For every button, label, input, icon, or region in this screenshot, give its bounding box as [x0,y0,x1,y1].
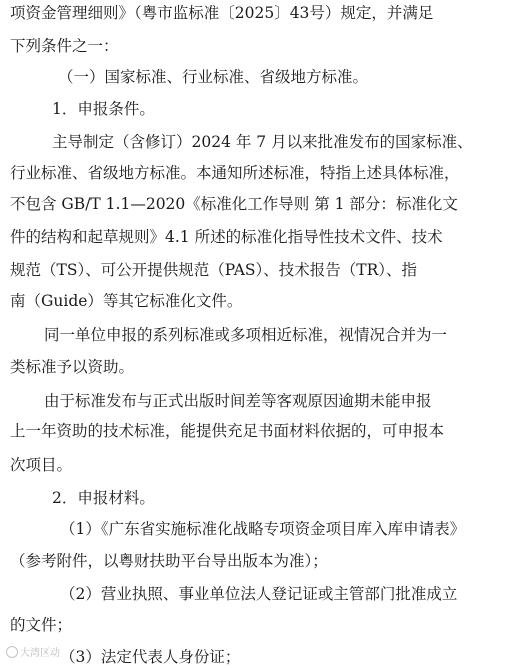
list-item: （1）《广东省实施标准化战略专项资金项目库入库申请表》 [60,520,466,538]
watermark-logo-icon [6,646,18,658]
paragraph-line: 项资金管理细则》（粤市监标准〔2025〕43号）规定，并满足 [10,4,434,22]
paragraph-line: 南（Guide）等其它标准化文件。 [10,292,243,310]
paragraph-line: 上一年资助的技术标准，能提供充足书面材料依据的，可申报本 [10,422,445,440]
paragraph-line: 次项目。 [10,456,73,474]
watermark [6,646,60,662]
paragraph-line: 下列条件之一： [10,37,119,55]
paragraph-line: 规范（TS）、可公开提供规范（PAS）、技术报告（TR）、指 [10,261,418,279]
paragraph-line: 类标准予以资助。 [10,358,135,376]
list-item: （2）营业执照、事业单位法人登记证或主管部门批准成立 [60,585,458,603]
paragraph-line: 由于标准发布与正式出版时间差等客观原因逾期未能申报 [44,392,432,410]
subsection-heading: 2．申报材料。 [52,489,155,507]
watermark-text: 大湾区动 [20,648,60,659]
list-item: （3）法定代表人身份证； [60,648,241,666]
paragraph-line: 件的结构和起草规则》4.1 所述的标准化指导性技术文件、技术 [10,228,443,246]
paragraph-line: 同一单位申报的系列标准或多项相近标准，视情况合并为一 [44,326,448,344]
paragraph-line: 的文件； [10,616,73,634]
paragraph-line: 不包含 GB/T 1.1—2020《标准化工作导则 第 1 部分：标准化文 [10,195,458,213]
paragraph-line: 行业标准、省级地方标准。本通知所述标准，特指上述具体标准， [10,164,460,182]
subsection-heading: 1．申报条件。 [52,100,155,118]
paragraph-line: （参考附件，以粤财扶助平台导出版本为准）； [10,552,328,570]
section-heading: （一）国家标准、行业标准、省级地方标准。 [58,68,369,86]
paragraph-line: 主导制定（含修订）2024 年 7 月以来批准发布的国家标准、 [52,133,473,151]
